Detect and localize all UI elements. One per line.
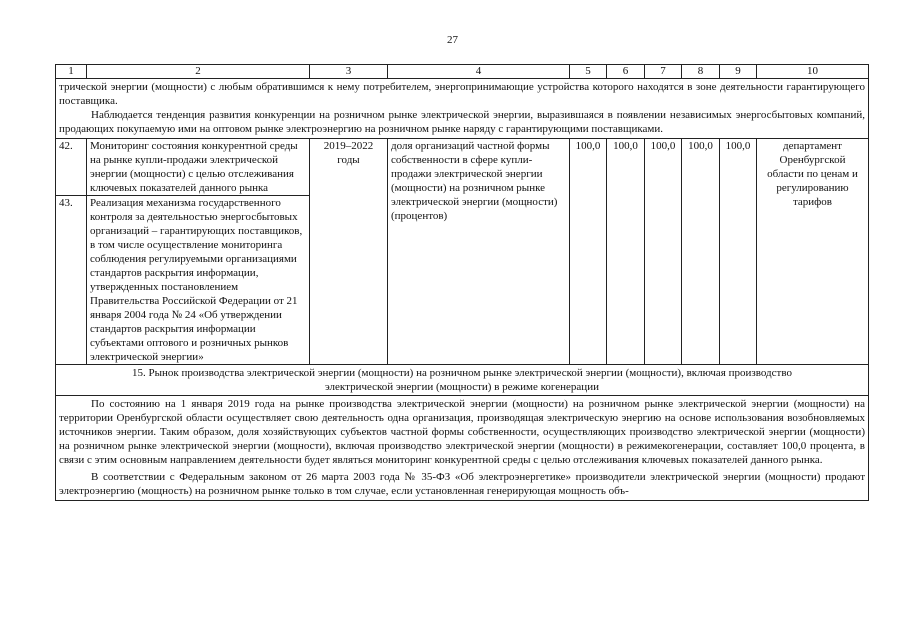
event-cell: Реализация механизма государственного контроля за деятельностью энергосбытовых организаций – гарантирующих поставщиков, в том числе осуществление мониторинга соблюдения регулируемыми организациями стандартов раскрытия информации, утвержденных постановлением Правительства Российской Федерации от 21 января 2004 года № 24 «Об утверждении стандартов раскрытия информации субъектами оптового и розничных рынков электрической энергии» bbox=[87, 196, 310, 365]
col-header-9: 9 bbox=[720, 65, 757, 79]
value-2020: 100,0 bbox=[607, 139, 645, 365]
col-header-3: 3 bbox=[310, 65, 388, 79]
row-number: 42. bbox=[56, 139, 87, 196]
column-number-row bbox=[56, 65, 869, 79]
col-header-1: 1 bbox=[56, 65, 87, 79]
col-header-8: 8 bbox=[682, 65, 720, 79]
page-number: 27 bbox=[447, 34, 458, 46]
table-row-42 bbox=[56, 139, 869, 196]
intro-paragraph-2: Наблюдается тенденция развития конкуренции на розничном рынке электрической энергии, выразившаяся в появлении независимых энергосбытовых компаний, продающих покупаемую ими на оптовом рынке электроэнергию на розничном рынке наряду с гарантирующими поставщиками. bbox=[59, 109, 865, 135]
section-paragraph-1: По состоянию на 1 января 2019 года на рынке производства электрической энергии (мощности) на розничном рынке электрической энергии (мощности) на территории Оренбургской области осуществляет свою деятельность одна организация, производящая электрическую энергию на основе использования возобновляемых источников энергии. Таким образом, доля хозяйствующих субъектов частной формы собственности, осуществляющих производство электрической энергии (мощности) на розничном рынке электрической энергии (мощности), включая производство электрической энергии (мощности) в режимекогенерации, составляет 100,0 процента, в связи с этим основным направлением деятельности будет являться мониторинг конкурентной среды с целью отслеживания ключевых показателей данного рынка. bbox=[59, 398, 865, 466]
responsible-cell: департамент Оренбургской области по ценам и регулированию тарифов bbox=[757, 139, 869, 365]
document-table bbox=[55, 64, 869, 501]
value-2022: 100,0 bbox=[682, 139, 720, 365]
section-heading-row bbox=[56, 365, 869, 396]
period-cell: 2019–2022 годы bbox=[310, 139, 388, 365]
section-title: 15. Рынок производства электрической энергии (мощности) на розничном рынке электрической энергии (мощности), включая производство электрической энергии (мощности) в режиме когенерации bbox=[56, 365, 869, 396]
value-2019: 100,0 bbox=[570, 139, 607, 365]
col-header-7: 7 bbox=[645, 65, 682, 79]
indicator-cell: доля организаций частной формы собственности в сфере купли-продажи электрической энергии (мощности) на розничном рынке электрической энергии (мощности) (процентов) bbox=[388, 139, 570, 365]
intro-row bbox=[56, 79, 869, 139]
col-header-5: 5 bbox=[570, 65, 607, 79]
col-header-2: 2 bbox=[87, 65, 310, 79]
intro-paragraph-1: трической энергии (мощности) с любым обратившимся к нему потребителем, энергопринимающие устройства которого находятся в зоне деятельности гарантирующего поставщика. bbox=[59, 81, 865, 107]
value-target: 100,0 bbox=[720, 139, 757, 365]
col-header-6: 6 bbox=[607, 65, 645, 79]
section-paragraph-2: В соответствии с Федеральным законом от 26 марта 2003 года № 35-ФЗ «Об электроэнергетике» производители электрической энергии (мощности) продают электроэнергию (мощность) на розничном рынке только в том случае, если установленная генерирующая мощность объ- bbox=[59, 471, 865, 497]
section-body-row bbox=[56, 396, 869, 501]
value-2021: 100,0 bbox=[645, 139, 682, 365]
row-number: 43. bbox=[56, 196, 87, 365]
event-cell: Мониторинг состояния конкурентной среды на рынке купли-продажи электрической энергии (мощности) с целью отслеживания ключевых показателей данного рынка bbox=[87, 139, 310, 196]
col-header-4: 4 bbox=[388, 65, 570, 79]
col-header-10: 10 bbox=[757, 65, 869, 79]
